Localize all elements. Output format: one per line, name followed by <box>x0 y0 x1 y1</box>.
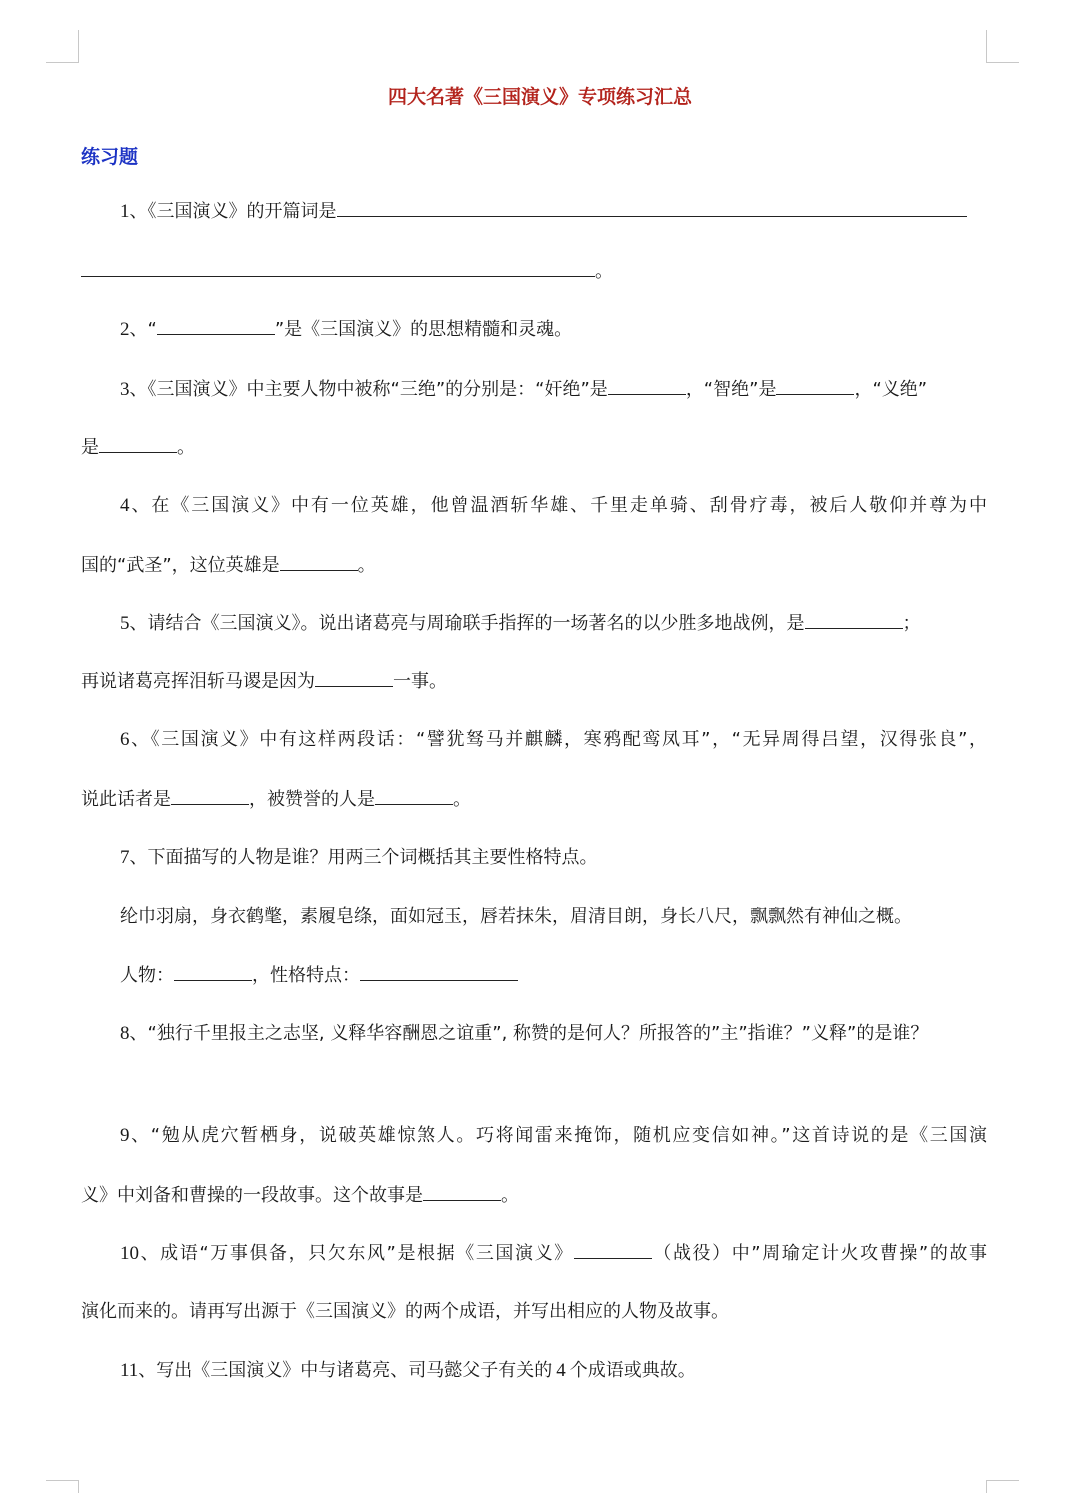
question-10: 10、成语“万事俱备，只欠东风”是根据《三国演义》 （战役）中”周瑜定计火攻曹操”的故事 <box>120 1240 987 1267</box>
page-corner-mark <box>46 30 79 63</box>
answer-blank[interactable] <box>171 786 249 805</box>
page-corner-mark <box>986 30 1019 63</box>
answer-blank[interactable] <box>608 376 686 395</box>
page-corner-mark <box>986 1480 1019 1493</box>
answer-blank[interactable] <box>315 668 393 687</box>
question-6-continued: 说此话者是 ，被赞誉的人是 。 <box>81 786 987 813</box>
question-5: 5、请结合《三国演义》。说出诸葛亮与周瑜联手指挥的一场著名的以少胜多地战例，是 ； <box>120 610 987 637</box>
answer-blank[interactable] <box>99 434 177 453</box>
question-9: 9、“勉从虎穴暂栖身，说破英雄惊煞人。巧将闻雷来掩饰，随机应变信如神。”这首诗说的是《三国演 <box>120 1125 987 1146</box>
question-11: 11、写出《三国演义》中与诸葛亮、司马懿父子有关的 4 个成语或典故。 <box>120 1360 696 1381</box>
question-8: 8、“独行千里报主之志坚, 义释华容酬恩之谊重”, 称赞的是何人？所报答的”主”指谁？”义释”的是谁？ <box>120 1023 929 1044</box>
question-2: 2、“ ”是《三国演义》的思想精髓和灵魂。 <box>120 316 987 343</box>
answer-blank[interactable] <box>375 786 453 805</box>
page-corner-mark <box>46 1480 79 1493</box>
answer-blank[interactable] <box>81 258 595 277</box>
answer-blank[interactable] <box>776 376 854 395</box>
answer-blank[interactable] <box>174 962 252 981</box>
answer-blank[interactable] <box>280 552 358 571</box>
question-1-continued: 。 <box>81 258 987 285</box>
question-10-continued: 演化而来的。请再写出源于《三国演义》的两个成语，并写出相应的人物及故事。 <box>81 1301 729 1322</box>
question-1: 1、《三国演义》的开篇词是 <box>120 198 987 225</box>
answer-blank[interactable] <box>360 962 518 981</box>
question-7-answer: 人物： ，性格特点： <box>120 962 987 989</box>
section-heading: 练习题 <box>81 146 139 168</box>
question-4-continued: 国的“武圣”，这位英雄是 。 <box>81 552 987 579</box>
document-title: 四大名著《三国演义》专项练习汇总 <box>387 86 692 108</box>
question-6: 6、《三国演义》中有这样两段话：“譬犹驽马并麒麟，寒鸦配鸾凤耳”，“无异周得吕望，汉得张良”， <box>120 729 987 750</box>
question-7: 7、下面描写的人物是谁？用两三个词概括其主要性格特点。 <box>120 847 598 868</box>
answer-blank[interactable] <box>157 316 275 335</box>
question-9-continued: 义》中刘备和曹操的一段故事。这个故事是 。 <box>81 1182 987 1209</box>
answer-blank[interactable] <box>574 1240 652 1259</box>
question-3-continued: 是 。 <box>81 434 987 461</box>
answer-blank[interactable] <box>337 198 967 217</box>
answer-blank[interactable] <box>805 610 903 629</box>
question-3: 3、《三国演义》中主要人物中被称“三绝”的分别是：“奸绝”是 ，“智绝”是 ，“义绝” <box>120 376 987 403</box>
question-5-continued: 再说诸葛亮挥泪斩马谡是因为 一事。 <box>81 668 987 695</box>
answer-blank[interactable] <box>423 1182 501 1201</box>
question-7-description: 纶巾羽扇，身衣鹤氅，素履皂绦，面如冠玉，唇若抹朱，眉清目朗，身长八尺，飘飘然有神仙之概。 <box>120 906 912 927</box>
question-4: 4、在《三国演义》中有一位英雄，他曾温酒斩华雄、千里走单骑、刮骨疗毒，被后人敬仰并尊为中 <box>120 495 987 516</box>
